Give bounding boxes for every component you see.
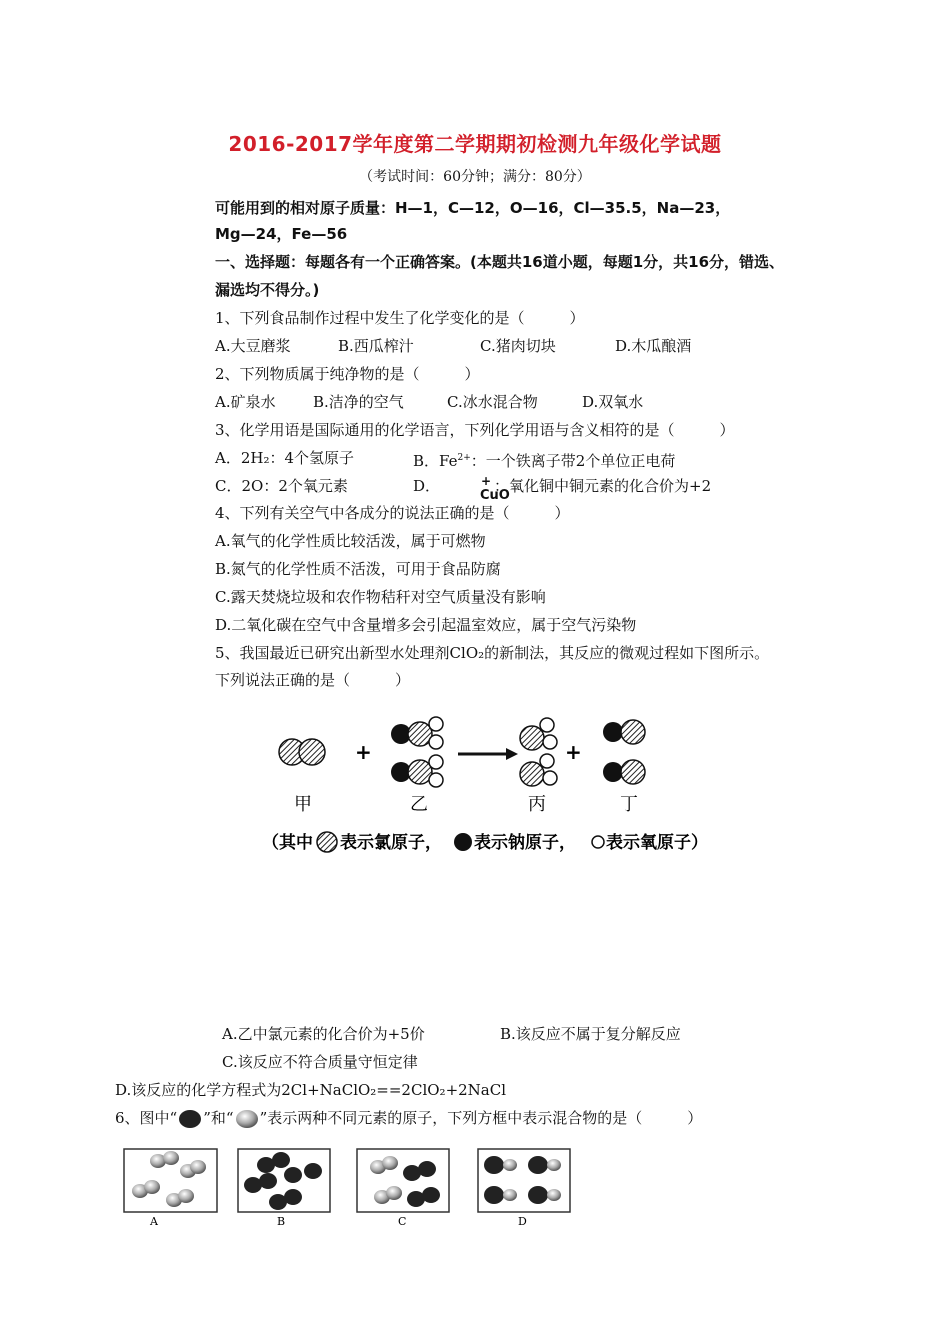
box-b — [238, 1149, 330, 1228]
q4-option-b: B.氮气的化学性质不活泼，可用于食品防腐 — [215, 560, 501, 578]
box-c-label: C — [398, 1215, 407, 1228]
box-a-label: A — [150, 1215, 158, 1228]
molecule-ding — [603, 720, 645, 784]
q5-option-c: C.该反应不符合质量守恒定律 — [222, 1053, 418, 1071]
reaction-arrow — [458, 748, 518, 760]
box-b-label: B — [277, 1215, 286, 1228]
box-c — [357, 1149, 449, 1228]
label-yi: 乙 — [410, 794, 428, 815]
q1-stem: 1、下列食品制作过程中发生了化学变化的是（ ） — [215, 309, 585, 327]
section-1-heading: 一、选择题：每题各有一个正确答案。(本题共16道小题，每题1分，共16分，错选、 — [215, 253, 785, 271]
q3-option-d-prefix: D． — [413, 477, 441, 495]
q1-option-b: B.西瓜榨汁 — [338, 337, 414, 355]
plus-sign: + — [355, 740, 372, 764]
exam-subtitle: （考试时间：60分钟；满分：80分） — [359, 169, 591, 185]
q4-option-c: C.露天焚烧垃圾和农作物秸秆对空气质量没有影响 — [215, 588, 546, 606]
atomic-mass-line-1: 可能用到的相对原子质量：H—1，C—12，O—16，Cl—35.5，Na—23， — [215, 199, 731, 217]
exam-title: 2016-2017学年度第二学期期初检测九年级化学试题 — [228, 132, 722, 156]
section-1-heading-cont: 漏选均不得分。) — [215, 281, 320, 299]
label-ding: 丁 — [620, 794, 638, 815]
legend-na-icon — [454, 833, 472, 851]
box-d-label: D — [518, 1215, 527, 1228]
q3-option-a: A．2H₂：4个氢原子 — [215, 449, 355, 467]
q1-option-d: D.木瓜酿酒 — [615, 337, 692, 355]
q2-option-b: B.洁净的空气 — [313, 393, 404, 411]
q6-stem-a: 6、图中“ — [115, 1109, 178, 1127]
q1-option-a: A.大豆磨浆 — [215, 337, 291, 355]
cuo-formula: CuO — [480, 488, 510, 503]
q1-option-c: C.猪肉切块 — [480, 337, 556, 355]
q6-stem-b: ”和“ — [203, 1109, 234, 1127]
q5-stem-2: 下列说法正确的是（ ） — [215, 671, 411, 689]
legend-o: 表示氧原子） — [606, 833, 708, 853]
legend-cl: 表示氯原子， — [340, 833, 442, 853]
q2-option-d: D.双氧水 — [582, 393, 644, 411]
q5-stem-1: 5、我国最近已研究出新型水处理剂ClO₂的新制法，其反应的微观过程如下图所示。 — [215, 644, 770, 662]
molecule-yi — [391, 717, 443, 787]
q3-option-b-prefix: B．Fe — [413, 452, 458, 470]
legend-prefix: （其中 — [262, 833, 313, 853]
q3-option-d-text: ：氧化铜中铜元素的化合价为+2 — [494, 477, 712, 495]
q4-option-d: D.二氧化碳在空气中含量增多会引起温室效应，属于空气污染物 — [215, 616, 637, 634]
q3-option-c: C．2O：2个氧元素 — [215, 477, 348, 495]
legend-cl-icon — [317, 832, 337, 852]
q4-option-a: A.氧气的化学性质比较活泼，属于可燃物 — [215, 532, 486, 550]
q5-option-b: B.该反应不属于复分解反应 — [500, 1025, 681, 1043]
q5-option-d: D.该反应的化学方程式为2Cl+NaClO₂==2ClO₂+2NaCl — [115, 1081, 507, 1099]
legend-na: 表示钠原子， — [474, 833, 576, 853]
reaction-diagram — [262, 712, 730, 853]
q5-option-a: A.乙中氯元素的化合价为+5价 — [222, 1025, 425, 1043]
box-d — [478, 1149, 570, 1228]
q3-option-b-charge: 2+ — [457, 453, 471, 463]
q2-option-c: C.冰水混合物 — [447, 393, 538, 411]
q6-stem-c: ”表示两种不同元素的原子，下列方框中表示混合物的是（ ） — [259, 1109, 703, 1127]
legend-o-icon — [592, 836, 604, 848]
q2-option-a: A.矿泉水 — [215, 393, 276, 411]
q3-option-b-text: ：一个铁离子带2个单位正电荷 — [470, 452, 676, 470]
atomic-mass-line-2: Mg—24，Fe—56 — [215, 225, 348, 243]
q2-stem: 2、下列物质属于纯净物的是（ ） — [215, 365, 480, 383]
q3-stem: 3、化学用语是国际通用的化学语言，下列化学用语与含义相符的是（ ） — [215, 421, 735, 439]
black-atom-icon — [177, 1109, 203, 1129]
label-jia: 甲 — [294, 794, 312, 815]
gray-atom-icon — [234, 1109, 260, 1129]
q4-stem: 4、下列有关空气中各成分的说法正确的是（ ） — [215, 504, 570, 522]
q6-stem — [115, 1108, 702, 1129]
box-a — [124, 1149, 217, 1228]
molecule-jia — [279, 739, 325, 765]
plus-sign-2: + — [565, 740, 582, 764]
cuo-valence-sign: + — [481, 474, 492, 488]
q6-boxes — [120, 1145, 580, 1235]
label-bing: 丙 — [528, 794, 546, 815]
molecule-bing — [520, 718, 557, 786]
q3-option-b — [413, 448, 675, 471]
